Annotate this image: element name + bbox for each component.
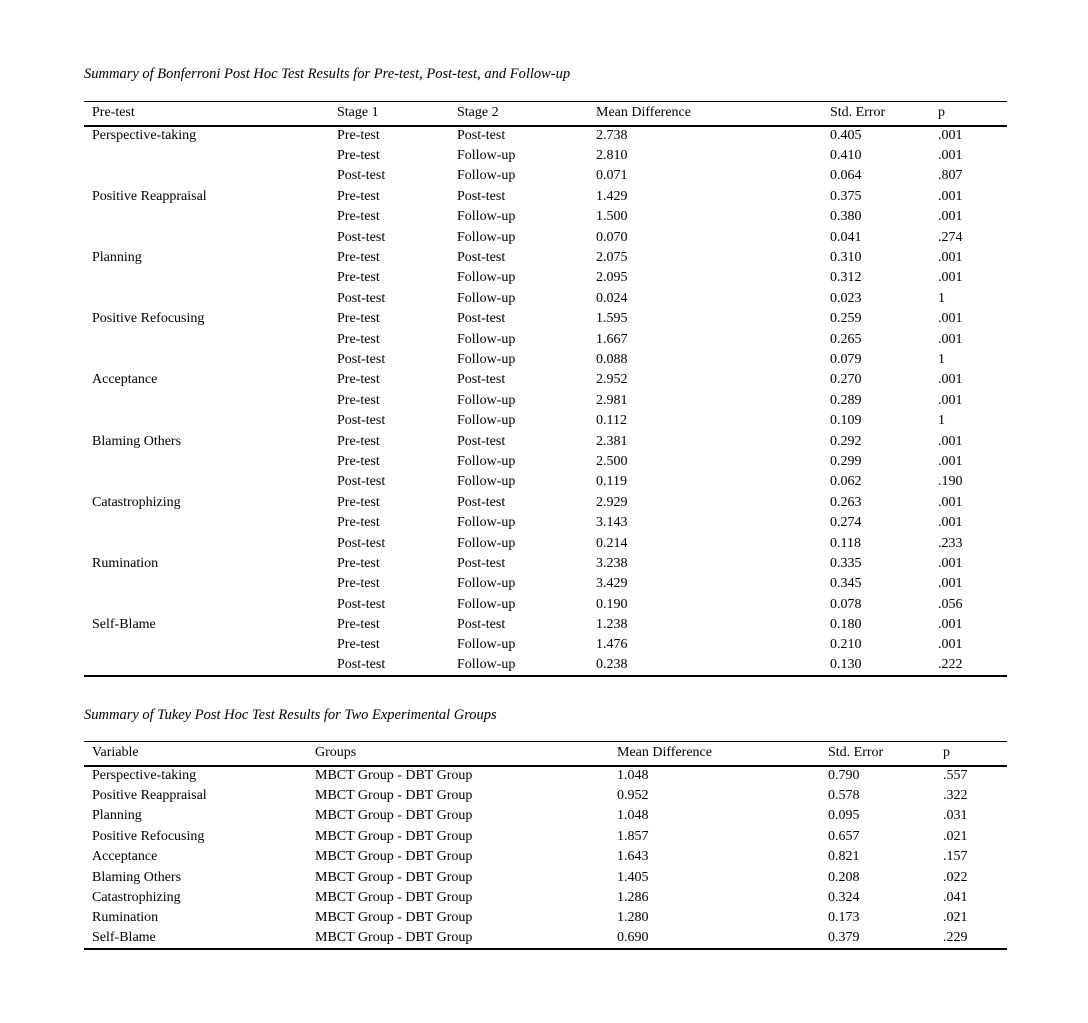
table-row	[84, 533, 1007, 553]
table-cell: Pre-test	[337, 250, 380, 266]
table-cell	[84, 656, 337, 676]
table-cell: .190	[938, 474, 963, 490]
table-cell: MBCT Group - DBT Group	[315, 828, 473, 844]
table-cell: .001	[938, 188, 963, 204]
table-cell: Blaming Others	[92, 433, 182, 449]
table-cell: 0.324	[828, 890, 860, 906]
table-cell: Pre-test	[337, 637, 380, 653]
table-cell: Pre-test	[337, 617, 380, 633]
table-cell: .001	[938, 392, 963, 408]
table-cell: 0.380	[830, 209, 862, 225]
table-row	[84, 929, 1007, 949]
table-cell: Follow-up	[457, 413, 516, 429]
table-cell: Rumination	[92, 910, 159, 926]
table-row	[84, 187, 1007, 207]
table-row	[84, 867, 1007, 887]
table-row	[84, 248, 1007, 268]
table-cell: .021	[943, 828, 968, 844]
table-cell: .322	[943, 788, 968, 804]
table-cell: 0.079	[830, 351, 862, 367]
bonferroni-post-hoc-table	[84, 101, 1007, 677]
table-cell: MBCT Group - DBT Group	[315, 930, 473, 946]
table-cell: 2.981	[596, 392, 628, 408]
table-cell: 0.064	[830, 168, 862, 184]
table-cell: Follow-up	[457, 453, 516, 469]
table-cell: Pre-test	[337, 188, 380, 204]
table-cell: Positive Refocusing	[92, 311, 205, 327]
table-row	[84, 493, 1007, 513]
table-cell: 0.657	[828, 828, 860, 844]
table-cell: .001	[938, 270, 963, 286]
table-cell: Acceptance	[92, 849, 158, 865]
table-row	[84, 888, 1007, 908]
table-cell: 1.286	[617, 890, 649, 906]
table-cell: 0.289	[830, 392, 862, 408]
table-cell: Pre-test	[337, 148, 380, 164]
table-row	[84, 391, 1007, 411]
table-cell: 1.048	[617, 768, 649, 784]
table-cell: Post-test	[337, 596, 386, 612]
table-cell: Acceptance	[92, 372, 158, 388]
table-row	[84, 309, 1007, 329]
table-cell	[84, 227, 337, 247]
table-cell: 0.578	[828, 788, 860, 804]
table-cell	[84, 574, 337, 594]
table-cell: Post-test	[457, 188, 506, 204]
table-cell: Follow-up	[457, 515, 516, 531]
table-cell: Follow-up	[457, 657, 516, 673]
table-cell: Pre-test	[337, 270, 380, 286]
table-cell: Post-test	[457, 128, 506, 144]
table-cell: Post-test	[457, 311, 506, 327]
table-cell: 0.690	[617, 930, 649, 946]
table-cell: Follow-up	[457, 474, 516, 490]
table-cell: 0.130	[830, 657, 862, 673]
table-row	[84, 806, 1007, 826]
column-header: p	[943, 742, 1007, 766]
table-cell: .001	[938, 128, 963, 144]
table-cell: Post-test	[457, 372, 506, 388]
tukey-post-hoc-table	[84, 741, 1007, 950]
table-cell: 2.381	[596, 433, 628, 449]
table-cell: .001	[938, 637, 963, 653]
table-cell: 0.263	[830, 494, 862, 510]
table-cell: 0.299	[830, 453, 862, 469]
table-cell: 0.208	[828, 869, 860, 885]
table-cell	[84, 513, 337, 533]
column-header: Mean Difference	[617, 742, 828, 766]
table-cell: .022	[943, 869, 968, 885]
table-cell: Pre-test	[337, 515, 380, 531]
table-cell: .001	[938, 331, 963, 347]
table-cell: Catastrophizing	[92, 494, 181, 510]
table-cell: 0.024	[596, 290, 628, 306]
table-cell: 1	[938, 290, 945, 306]
table-cell: 0.265	[830, 331, 862, 347]
table-cell: .001	[938, 555, 963, 571]
table-cell: .021	[943, 910, 968, 926]
column-header: Variable	[84, 742, 315, 766]
table-cell: 0.112	[596, 413, 627, 429]
table-cell: Follow-up	[457, 535, 516, 551]
table-cell: Pre-test	[337, 494, 380, 510]
table-cell: Planning	[92, 250, 142, 266]
table-cell: Pre-test	[337, 555, 380, 571]
table-row	[84, 268, 1007, 288]
table-cell: .229	[943, 930, 968, 946]
table-cell: .001	[938, 576, 963, 592]
table-cell: .001	[938, 617, 963, 633]
table-cell: 0.070	[596, 229, 628, 245]
table-cell: 0.023	[830, 290, 862, 306]
table-row	[84, 166, 1007, 186]
table-cell: 0.345	[830, 576, 862, 592]
table-cell: MBCT Group - DBT Group	[315, 788, 473, 804]
table-cell	[84, 391, 337, 411]
table-cell: .001	[938, 453, 963, 469]
table-cell: 1.405	[617, 869, 649, 885]
table-cell: 0.312	[830, 270, 862, 286]
table-cell: .274	[938, 229, 963, 245]
table-cell: 0.375	[830, 188, 862, 204]
table-row	[84, 766, 1007, 786]
table-cell: 1.429	[596, 188, 628, 204]
table-cell: Post-test	[457, 617, 506, 633]
table-cell: MBCT Group - DBT Group	[315, 890, 473, 906]
table-cell: 0.790	[828, 768, 860, 784]
table-cell: 3.238	[596, 555, 628, 571]
table-cell: 0.180	[830, 617, 862, 633]
table-cell: 0.078	[830, 596, 862, 612]
table-cell: 0.410	[830, 148, 862, 164]
table-cell: .041	[943, 890, 968, 906]
table-row	[84, 289, 1007, 309]
table-cell: Post-test	[337, 290, 386, 306]
table-cell: 2.929	[596, 494, 628, 510]
table-cell	[84, 329, 337, 349]
table-cell	[84, 207, 337, 227]
table-cell: 2.500	[596, 453, 628, 469]
table-cell: 0.071	[596, 168, 628, 184]
table-cell: 0.292	[830, 433, 862, 449]
table-cell: .001	[938, 433, 963, 449]
table-cell: Perspective-taking	[92, 128, 197, 144]
table-row	[84, 635, 1007, 655]
table-cell: .557	[943, 768, 968, 784]
table-cell: Follow-up	[457, 331, 516, 347]
table-cell: .001	[938, 250, 963, 266]
table-row	[84, 786, 1007, 806]
table-cell: MBCT Group - DBT Group	[315, 910, 473, 926]
table-row	[84, 827, 1007, 847]
table-cell: 3.143	[596, 515, 628, 531]
table-row	[84, 146, 1007, 166]
table-cell: .001	[938, 148, 963, 164]
column-header: Stage 1	[337, 102, 457, 126]
table-cell: Positive Reappraisal	[92, 788, 207, 804]
table-row	[84, 227, 1007, 247]
table-cell: Pre-test	[337, 128, 380, 144]
table-cell: Follow-up	[457, 596, 516, 612]
table-cell: Pre-test	[337, 209, 380, 225]
table-cell: 0.088	[596, 351, 628, 367]
bonferroni-table-title: Summary of Bonferroni Post Hoc Test Results for Pre-test, Post-test, and Follow-up	[84, 66, 571, 82]
table-cell: Positive Refocusing	[92, 828, 205, 844]
table-cell: Follow-up	[457, 209, 516, 225]
table-cell: 1.643	[617, 849, 649, 865]
table-cell: Post-test	[337, 351, 386, 367]
table-cell: 0.095	[828, 808, 860, 824]
table-cell: Follow-up	[457, 576, 516, 592]
table-row	[84, 847, 1007, 867]
column-header: Std. Error	[828, 742, 943, 766]
table-cell: Pre-test	[337, 372, 380, 388]
table-cell: Blaming Others	[92, 869, 182, 885]
table-row	[84, 411, 1007, 431]
table-cell: .001	[938, 372, 963, 388]
tukey-table-title: Summary of Tukey Post Hoc Test Results for Two Experimental Groups	[84, 707, 497, 723]
table-cell: 0.270	[830, 372, 862, 388]
table-cell: 0.210	[830, 637, 862, 653]
column-header: Mean Difference	[596, 102, 830, 126]
table-cell: 1.500	[596, 209, 628, 225]
table-cell: 0.238	[596, 657, 628, 673]
table-cell: 0.041	[830, 229, 862, 245]
table-cell: Post-test	[457, 250, 506, 266]
table-cell: 1	[938, 351, 945, 367]
table-cell: Post-test	[457, 555, 506, 571]
table-cell: .001	[938, 515, 963, 531]
table-cell: Follow-up	[457, 351, 516, 367]
table-row	[84, 452, 1007, 472]
table-cell: Follow-up	[457, 637, 516, 653]
table-cell: Post-test	[337, 657, 386, 673]
table-cell: Pre-test	[337, 576, 380, 592]
table-cell: .001	[938, 209, 963, 225]
table-cell: 0.109	[830, 413, 862, 429]
table-cell	[84, 350, 337, 370]
table-cell: 0.214	[596, 535, 628, 551]
table-cell: .056	[938, 596, 963, 612]
table-cell: 0.173	[828, 910, 860, 926]
column-header: p	[938, 102, 1007, 126]
table-cell: 1.857	[617, 828, 649, 844]
table-cell: Follow-up	[457, 229, 516, 245]
table-cell: 3.429	[596, 576, 628, 592]
table-cell: Rumination	[92, 555, 159, 571]
column-header: Pre-test	[84, 102, 337, 126]
table-cell	[84, 146, 337, 166]
table-header-row	[84, 742, 1007, 766]
table-cell: MBCT Group - DBT Group	[315, 869, 473, 885]
table-row	[84, 513, 1007, 533]
table-cell	[84, 533, 337, 553]
table-cell: Catastrophizing	[92, 890, 181, 906]
table-cell: Post-test	[337, 413, 386, 429]
table-row	[84, 594, 1007, 614]
table-cell: Follow-up	[457, 168, 516, 184]
table-cell: 2.075	[596, 250, 628, 266]
table-cell: 2.952	[596, 372, 628, 388]
table-cell: 1.238	[596, 617, 628, 633]
table-row	[84, 350, 1007, 370]
table-cell: .233	[938, 535, 963, 551]
table-cell: 0.405	[830, 128, 862, 144]
table-cell: Positive Reappraisal	[92, 188, 207, 204]
table-cell: 0.190	[596, 596, 628, 612]
table-cell: 0.821	[828, 849, 860, 865]
table-cell: 0.259	[830, 311, 862, 327]
table-header-row	[84, 102, 1007, 126]
table-row	[84, 472, 1007, 492]
table-cell: MBCT Group - DBT Group	[315, 808, 473, 824]
table-cell: Pre-test	[337, 331, 380, 347]
table-cell: Follow-up	[457, 148, 516, 164]
table-cell: .222	[938, 657, 963, 673]
table-cell: Post-test	[337, 474, 386, 490]
table-row	[84, 431, 1007, 451]
table-cell: 1.280	[617, 910, 649, 926]
table-cell	[84, 166, 337, 186]
table-cell: Perspective-taking	[92, 768, 197, 784]
table-cell: .031	[943, 808, 968, 824]
table-cell: Post-test	[457, 433, 506, 449]
table-cell: Post-test	[337, 229, 386, 245]
table-row	[84, 656, 1007, 676]
table-cell: Pre-test	[337, 392, 380, 408]
column-header: Groups	[315, 742, 617, 766]
table-cell: Follow-up	[457, 392, 516, 408]
table-cell: Follow-up	[457, 270, 516, 286]
table-cell	[84, 452, 337, 472]
table-cell: 0.118	[830, 535, 861, 551]
table-cell: Self-Blame	[92, 930, 156, 946]
table-cell: 0.119	[596, 474, 627, 490]
table-row	[84, 908, 1007, 928]
table-cell: Post-test	[337, 168, 386, 184]
table-cell: Pre-test	[337, 311, 380, 327]
table-cell	[84, 635, 337, 655]
table-cell: 1.476	[596, 637, 628, 653]
table-cell: 0.379	[828, 930, 860, 946]
table-cell: Post-test	[337, 535, 386, 551]
table-cell: 0.062	[830, 474, 862, 490]
table-cell: 1	[938, 413, 945, 429]
table-row	[84, 574, 1007, 594]
table-row	[84, 329, 1007, 349]
table-cell	[84, 289, 337, 309]
table-cell: 2.738	[596, 128, 628, 144]
table-cell: .157	[943, 849, 968, 865]
table-cell: 0.310	[830, 250, 862, 266]
table-cell: 1.048	[617, 808, 649, 824]
table-cell: .807	[938, 168, 963, 184]
table-cell: .001	[938, 494, 963, 510]
table-row	[84, 554, 1007, 574]
table-row	[84, 370, 1007, 390]
table-cell	[84, 268, 337, 288]
table-cell	[84, 411, 337, 431]
table-cell: .001	[938, 311, 963, 327]
table-cell: 1.667	[596, 331, 628, 347]
table-cell: 2.095	[596, 270, 628, 286]
table-row	[84, 615, 1007, 635]
table-cell: Follow-up	[457, 290, 516, 306]
table-cell: Planning	[92, 808, 142, 824]
table-cell: 0.952	[617, 788, 649, 804]
table-cell: Post-test	[457, 494, 506, 510]
table-cell	[84, 594, 337, 614]
table-cell: 0.335	[830, 555, 862, 571]
table-row	[84, 207, 1007, 227]
table-cell: Pre-test	[337, 433, 380, 449]
column-header: Stage 2	[457, 102, 596, 126]
table-cell: 1.595	[596, 311, 628, 327]
table-cell: MBCT Group - DBT Group	[315, 768, 473, 784]
table-cell	[84, 472, 337, 492]
table-cell: 2.810	[596, 148, 628, 164]
table-cell: Self-Blame	[92, 617, 156, 633]
column-header: Std. Error	[830, 102, 938, 126]
table-row	[84, 126, 1007, 146]
table-cell: MBCT Group - DBT Group	[315, 849, 473, 865]
table-cell: 0.274	[830, 515, 862, 531]
table-cell: Pre-test	[337, 453, 380, 469]
